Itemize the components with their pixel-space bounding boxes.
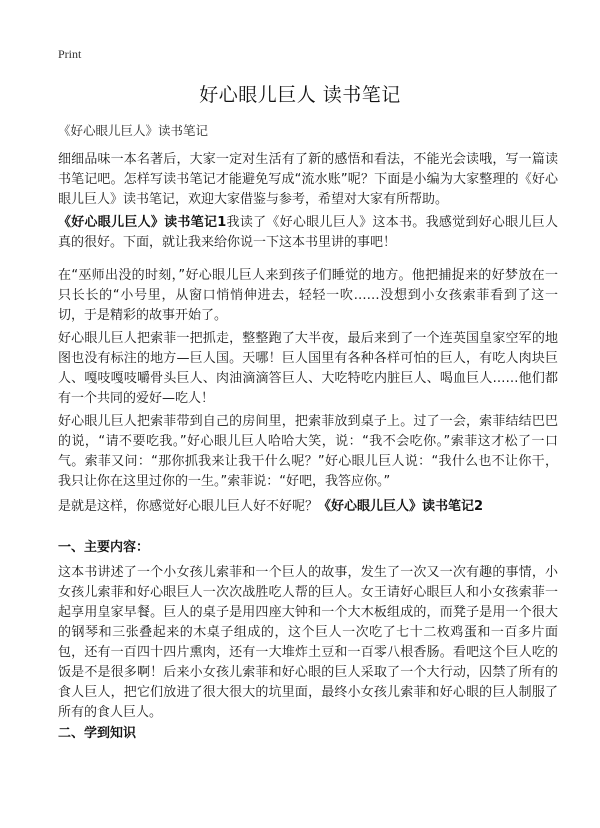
note2-heading: 《好心眼儿巨人》读书笔记2 bbox=[318, 499, 484, 514]
print-label[interactable]: Print bbox=[58, 47, 82, 61]
paragraph-2: 在“巫师出没的时刻，”好心眼儿巨人来到孩子们睡觉的地方。他把捕捉来的好梦放在一只长长的“小号里，从窗口悄悄伸进去，轻轻一吹……没想到小女孩索菲看到了这一切，于是精彩的故事开始了。 bbox=[58, 268, 558, 323]
intro-paragraph: 细细品味一本名著后，大家一定对生活有了新的感悟和看法，不能光会读哦，写一篇读书笔记吧。怎样写读书笔记才能避免写成“流水账”呢？下面是小编为大家整理的《好心眼儿巨人》读书笔记，欢迎大家借鉴与参考，希望对大家有所帮助。 bbox=[58, 152, 558, 207]
paragraph-5 bbox=[58, 497, 558, 517]
paragraph-5-text: 是就是这样，你感觉好心眼儿巨人好不好呢？ bbox=[58, 499, 319, 514]
document-title: 好心眼儿巨人 读书笔记 bbox=[199, 84, 401, 106]
paragraph-3: 好心眼儿巨人把索菲一把抓走，整整跑了大半夜，最后来到了一个连英国皇家空军的地图也没有标注的地方—巨人国。天哪！巨人国里有各种各样可怕的巨人，有吃人肉块巨人、嘎吱嘎吱嚼骨头巨人、肉油滴滴答巨人、大吃特吃内脏巨人、喝血巨人……他们都有一个共同的爱好—吃人！ bbox=[58, 331, 558, 406]
note1-text: 我读了《好心眼儿巨人》这本书。我感觉到好心眼儿巨人真的很好。下面，就让我来给你说一下这本书里讲的事吧！ bbox=[58, 215, 558, 250]
section-2-heading: 二、学到知识 bbox=[58, 726, 137, 741]
paragraph-4: 好心眼儿巨人把索菲带到自己的房间里，把索菲放到桌子上。过了一会，索菲结结巴巴的说，“请不要吃我。”好心眼儿巨人哈哈大笑，说：“我不会吃你。”索菲这才松了一口气。索菲又问：“那你抓我来让我干什么呢？”好心眼儿巨人说：“我什么也不让你干，我只让你在这里过你的一生。”索菲说：“好吧，我答应你。” bbox=[58, 414, 558, 489]
note1-paragraph bbox=[58, 213, 558, 253]
section-1-heading: 一、主要内容： bbox=[58, 540, 150, 555]
document-subtitle: 《好心眼儿巨人》读书笔记 bbox=[58, 123, 209, 138]
note1-heading: 《好心眼儿巨人》读书笔记1 bbox=[58, 215, 227, 230]
paragraph-6: 这本书讲述了一个小女孩儿索菲和一个巨人的故事，发生了一次又一次有趣的事情，小女孩儿索菲和好心眼巨人一次次战胜吃人帮的巨人。女王请好心眼巨人和小女孩索菲一起享用皇家早餐。巨人的桌子是用四座大钟和一个大木板组成的，而凳子是用一个很大的钢琴和三张叠起来的木桌子组成的，这个巨人一次吃了七十二枚鸡蛋和一百多片面包，还有一百四十四片熏肉，还有一大堆炸土豆和一百零八根香肠。看吧这个巨人吃的饭是不是很多啊！后来小女孩儿索菲和好心眼的巨人采取了一个大行动，囚禁了所有的食人巨人，把它们放进了很大很大的坑里面，最终小女孩儿索菲和好心眼的巨人制服了所有的食人巨人。 bbox=[58, 565, 558, 720]
